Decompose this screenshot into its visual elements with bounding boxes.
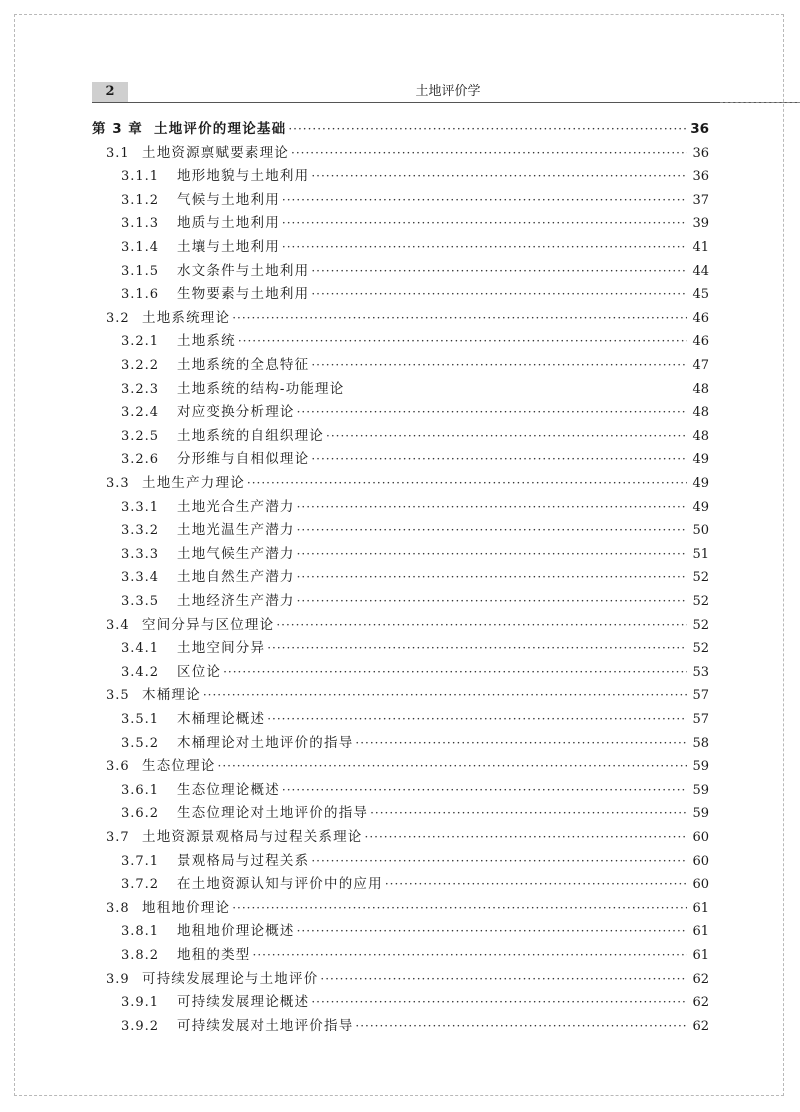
toc-entry-page: 49 (692, 452, 709, 468)
toc-subsection-entry[interactable] (121, 283, 709, 305)
toc-subsection-entry[interactable] (121, 354, 709, 376)
toc-dot-leader (311, 850, 687, 872)
toc-subsection-entry[interactable] (121, 330, 709, 352)
toc-entry-number: 3.9.1 (121, 995, 160, 1011)
toc-entry-page: 53 (692, 664, 709, 680)
toc-entry-number: 3.8.2 (121, 948, 160, 963)
toc-entry-number: 3.4.2 (121, 664, 160, 680)
toc-entry-title: 空间分异与区位理论 (142, 616, 275, 633)
book-title: 土地评价学 (415, 84, 481, 99)
toc-entry-title: 木桶理论对土地评价的指导 (177, 734, 354, 751)
toc-dot-leader (365, 826, 688, 848)
toc-subsection-entry[interactable] (121, 779, 709, 801)
toc-entry-number: 3.4.1 (121, 641, 160, 657)
toc-entry-title: 分形维与自相似理论 (177, 451, 310, 468)
toc-subsection-entry[interactable] (121, 802, 709, 824)
toc-entry-page: 47 (692, 358, 709, 373)
toc-subsection-entry[interactable] (121, 920, 709, 942)
toc-entry-number: 3.2 (106, 310, 130, 326)
toc-dot-leader (288, 118, 687, 140)
toc-entry-number: 3.2.1 (121, 334, 160, 350)
toc-entry-number: 3.1.2 (121, 192, 160, 208)
toc-dot-leader (297, 543, 687, 565)
toc-entry-title: 生态位理论对土地评价的指导 (177, 805, 369, 822)
toc-entry-page: 62 (692, 971, 709, 987)
toc-dot-leader (311, 448, 687, 470)
toc-dot-leader (247, 472, 687, 494)
toc-subsection-entry[interactable] (121, 873, 709, 895)
toc-entry-page: 46 (692, 334, 709, 350)
toc-subsection-entry[interactable] (121, 212, 709, 234)
toc-dot-leader (267, 637, 687, 659)
toc-entry-title: 生态位理论 (142, 758, 216, 775)
toc-entry-number: 3.1.1 (121, 169, 160, 185)
toc-subsection-entry[interactable] (121, 236, 709, 258)
page-number: 2 (92, 82, 128, 102)
toc-subsection-entry[interactable] (121, 1015, 709, 1037)
toc-entry-title: 对应变换分析理论 (177, 404, 295, 421)
toc-subsection-entry[interactable] (121, 425, 709, 447)
toc-entry-number: 3.3.3 (121, 546, 160, 562)
toc-dot-leader (385, 873, 687, 895)
toc-entry-title: 土地评价的理论基础 (154, 121, 287, 137)
toc-dot-leader (282, 189, 687, 211)
toc-section-entry[interactable] (106, 472, 709, 494)
toc-subsection-entry[interactable] (121, 378, 709, 400)
toc-entry-page: 36 (690, 121, 709, 137)
toc-entry-number: 3.6.1 (121, 782, 160, 798)
toc-entry-title: 土地系统理论 (142, 309, 231, 326)
toc-entry-number: 3.6 (106, 759, 130, 775)
toc-entry-page: 44 (692, 263, 709, 279)
toc-subsection-entry[interactable] (121, 496, 709, 518)
toc-dot-leader (282, 236, 687, 258)
toc-dot-leader (355, 1015, 687, 1037)
toc-section-entry[interactable] (106, 684, 709, 706)
toc-dot-leader (311, 260, 687, 282)
toc-section-entry[interactable] (106, 307, 709, 329)
toc-entry-page: 60 (692, 830, 709, 845)
toc-dot-leader (223, 661, 687, 683)
toc-entry-number: 3.5.1 (121, 712, 160, 727)
toc-entry-number: 3.1.4 (121, 240, 160, 255)
toc-section-entry[interactable] (106, 897, 709, 919)
toc-entry-title: 土地系统 (177, 333, 236, 350)
toc-entry-page: 60 (692, 877, 709, 893)
toc-entry-page: 57 (692, 712, 709, 727)
toc-entry-title: 土地系统的自组织理论 (177, 427, 324, 444)
toc-entry-page: 48 (692, 405, 709, 421)
toc-entry-page: 59 (692, 782, 709, 798)
toc-entry-number: 第 3 章 (92, 121, 143, 137)
toc-subsection-entry[interactable] (121, 519, 709, 541)
toc-subsection-entry[interactable] (121, 732, 709, 754)
toc-subsection-entry[interactable] (121, 944, 709, 966)
toc-entry-page: 59 (692, 759, 709, 775)
toc-entry-page: 52 (692, 594, 709, 609)
toc-entry-title: 土地生产力理论 (142, 475, 245, 491)
toc-entry-number: 3.9.2 (121, 1018, 160, 1034)
toc-entry-number: 3.9 (106, 971, 130, 987)
toc-entry-number: 3.1.5 (121, 263, 160, 279)
toc-section-entry[interactable] (106, 142, 709, 164)
toc-entry-title: 土地资源景观格局与过程关系理论 (142, 829, 363, 845)
toc-entry-title: 木桶理论概述 (177, 711, 266, 727)
toc-entry-number: 3.8 (106, 900, 130, 916)
toc-dot-leader (232, 307, 687, 329)
toc-dot-leader (370, 802, 687, 824)
toc-entry-number: 3.2.2 (121, 358, 160, 373)
toc-entry-title: 土地空间分异 (177, 640, 266, 657)
toc-entry-title: 土地气候生产潜力 (177, 545, 295, 562)
toc-chapter-entry[interactable] (92, 118, 709, 140)
toc-subsection-entry[interactable] (121, 189, 709, 211)
toc-dot-leader (291, 142, 687, 164)
header-rule-extension (720, 102, 800, 103)
toc-entry-title: 可持续发展理论概述 (177, 994, 310, 1011)
toc-entry-title: 土地自然生产潜力 (177, 569, 295, 586)
toc-entry-title: 土地光温生产潜力 (177, 522, 295, 539)
toc-dot-leader (311, 354, 687, 376)
toc-entry-title: 在土地资源认知与评价中的应用 (177, 876, 383, 893)
toc-entry-page: 61 (692, 948, 709, 963)
toc-entry-number: 3.8.1 (121, 924, 160, 940)
toc-section-entry[interactable] (106, 755, 709, 777)
toc-subsection-entry[interactable] (121, 850, 709, 872)
toc-entry-number: 3.7.2 (121, 877, 160, 893)
toc-entry-number: 3.7.1 (121, 853, 160, 869)
toc-entry-title: 地租地价理论概述 (177, 923, 295, 940)
toc-entry-page: 61 (692, 900, 709, 916)
toc-entry-page: 51 (692, 546, 709, 562)
toc-dot-leader (203, 684, 687, 706)
toc-subsection-entry[interactable] (121, 448, 709, 470)
toc-entry-title: 土地资源禀赋要素理论 (142, 144, 289, 161)
toc-entry-page: 60 (692, 853, 709, 869)
toc-entry-title: 可持续发展理论与土地评价 (142, 970, 319, 987)
running-header (92, 82, 800, 103)
toc-entry-page: 62 (692, 995, 709, 1011)
toc-entry-title: 地质与土地利用 (177, 215, 280, 232)
toc-entry-number: 3.2.5 (121, 428, 160, 444)
toc-entry-page: 41 (692, 240, 709, 255)
toc-dot-leader (297, 519, 687, 541)
toc-entry-page: 52 (692, 641, 709, 657)
toc-entry-page: 36 (692, 145, 709, 161)
toc-subsection-entry[interactable] (121, 661, 709, 683)
toc-dot-leader (267, 708, 687, 730)
toc-dot-leader (297, 496, 687, 518)
toc-entry-page: 48 (692, 428, 709, 444)
toc-entry-title: 地租的类型 (177, 947, 251, 963)
toc-entry-number: 3.4 (106, 617, 130, 633)
toc-subsection-entry[interactable] (121, 590, 709, 612)
toc-subsection-entry[interactable] (121, 566, 709, 588)
toc-entry-number: 3.1.3 (121, 216, 160, 232)
toc-dot-leader (232, 897, 687, 919)
toc-entry-page: 59 (692, 806, 709, 822)
toc-entry-number: 3.5.2 (121, 735, 160, 751)
toc-section-entry[interactable] (106, 826, 709, 848)
toc-subsection-entry[interactable] (121, 637, 709, 659)
toc-dot-leader (320, 968, 687, 990)
toc-dot-leader (282, 779, 687, 801)
toc-entry-page: 58 (692, 735, 709, 751)
toc-entry-page: 37 (692, 192, 709, 208)
toc-entry-title: 土壤与土地利用 (177, 239, 280, 255)
toc-entry-title: 土地系统的全息特征 (177, 357, 310, 373)
toc-section-entry[interactable] (106, 968, 709, 990)
toc-entry-number: 3.3 (106, 476, 130, 491)
toc-entry-title: 生物要素与土地利用 (177, 286, 310, 303)
toc-subsection-entry[interactable] (121, 708, 709, 730)
toc-entry-page: 39 (692, 216, 709, 232)
toc-dot-leader (238, 330, 687, 352)
toc-entry-number: 3.2.6 (121, 452, 160, 468)
toc-dot-leader (253, 944, 688, 966)
toc-entry-title: 土地经济生产潜力 (177, 593, 295, 609)
toc-dot-leader (276, 614, 687, 636)
toc-subsection-entry[interactable] (121, 991, 709, 1013)
toc-dot-leader (297, 401, 687, 423)
toc-subsection-entry[interactable] (121, 165, 709, 187)
toc-subsection-entry[interactable] (121, 543, 709, 565)
toc-entry-title: 地租地价理论 (142, 899, 231, 916)
toc-entry-title: 景观格局与过程关系 (177, 852, 310, 869)
toc-entry-title: 土地系统的结构-功能理论 (177, 380, 345, 397)
toc-entry-page: 52 (692, 617, 709, 633)
toc-entry-number: 3.3.4 (121, 570, 160, 586)
toc-entry-page: 45 (692, 287, 709, 303)
toc-entry-page: 62 (692, 1018, 709, 1034)
toc-entry-number: 3.3.5 (121, 594, 160, 609)
toc-entry-page: 36 (692, 169, 709, 185)
toc-entry-number: 3.2.4 (121, 405, 160, 421)
toc-entry-page: 61 (692, 924, 709, 940)
toc-entry-page: 49 (692, 499, 709, 515)
toc-dot-leader (311, 165, 687, 187)
toc-dot-leader (282, 212, 687, 234)
toc-entry-title: 地形地貌与土地利用 (177, 168, 310, 185)
toc-entry-title: 区位论 (177, 663, 222, 680)
toc-entry-page: 48 (692, 381, 709, 397)
toc-entry-title: 可持续发展对土地评价指导 (177, 1017, 354, 1034)
toc-entry-number: 3.3.1 (121, 499, 160, 515)
toc-dot-leader (311, 991, 687, 1013)
toc-dot-leader (297, 566, 687, 588)
toc-dot-leader (218, 755, 688, 777)
toc-entry-number: 3.2.3 (121, 381, 160, 397)
toc-entry-title: 土地光合生产潜力 (177, 498, 295, 515)
toc-subsection-entry[interactable] (121, 401, 709, 423)
toc-dot-leader (311, 283, 687, 305)
toc-entry-number: 3.3.2 (121, 523, 160, 539)
toc-entry-page: 46 (692, 310, 709, 326)
toc-dot-leader (297, 920, 687, 942)
toc-entry-number: 3.1.6 (121, 287, 160, 303)
toc-dot-leader (355, 732, 687, 754)
toc-entry-page: 57 (692, 688, 709, 704)
toc-entry-number: 3.1 (106, 145, 130, 161)
toc-subsection-entry[interactable] (121, 260, 709, 282)
toc-entry-title: 水文条件与土地利用 (177, 262, 310, 279)
toc-entry-title: 生态位理论概述 (177, 781, 280, 798)
toc-entry-number: 3.6.2 (121, 806, 160, 822)
toc-dot-leader (326, 425, 687, 447)
toc-section-entry[interactable] (106, 614, 709, 636)
toc-entry-page: 49 (692, 476, 709, 491)
toc-entry-number: 3.7 (106, 830, 130, 845)
toc-entry-number: 3.5 (106, 688, 130, 704)
toc-entry-page: 50 (692, 523, 709, 539)
toc-entry-title: 气候与土地利用 (177, 191, 280, 208)
toc-entry-title: 木桶理论 (142, 687, 201, 704)
toc-entry-page: 52 (692, 570, 709, 586)
toc-dot-leader (297, 590, 687, 612)
